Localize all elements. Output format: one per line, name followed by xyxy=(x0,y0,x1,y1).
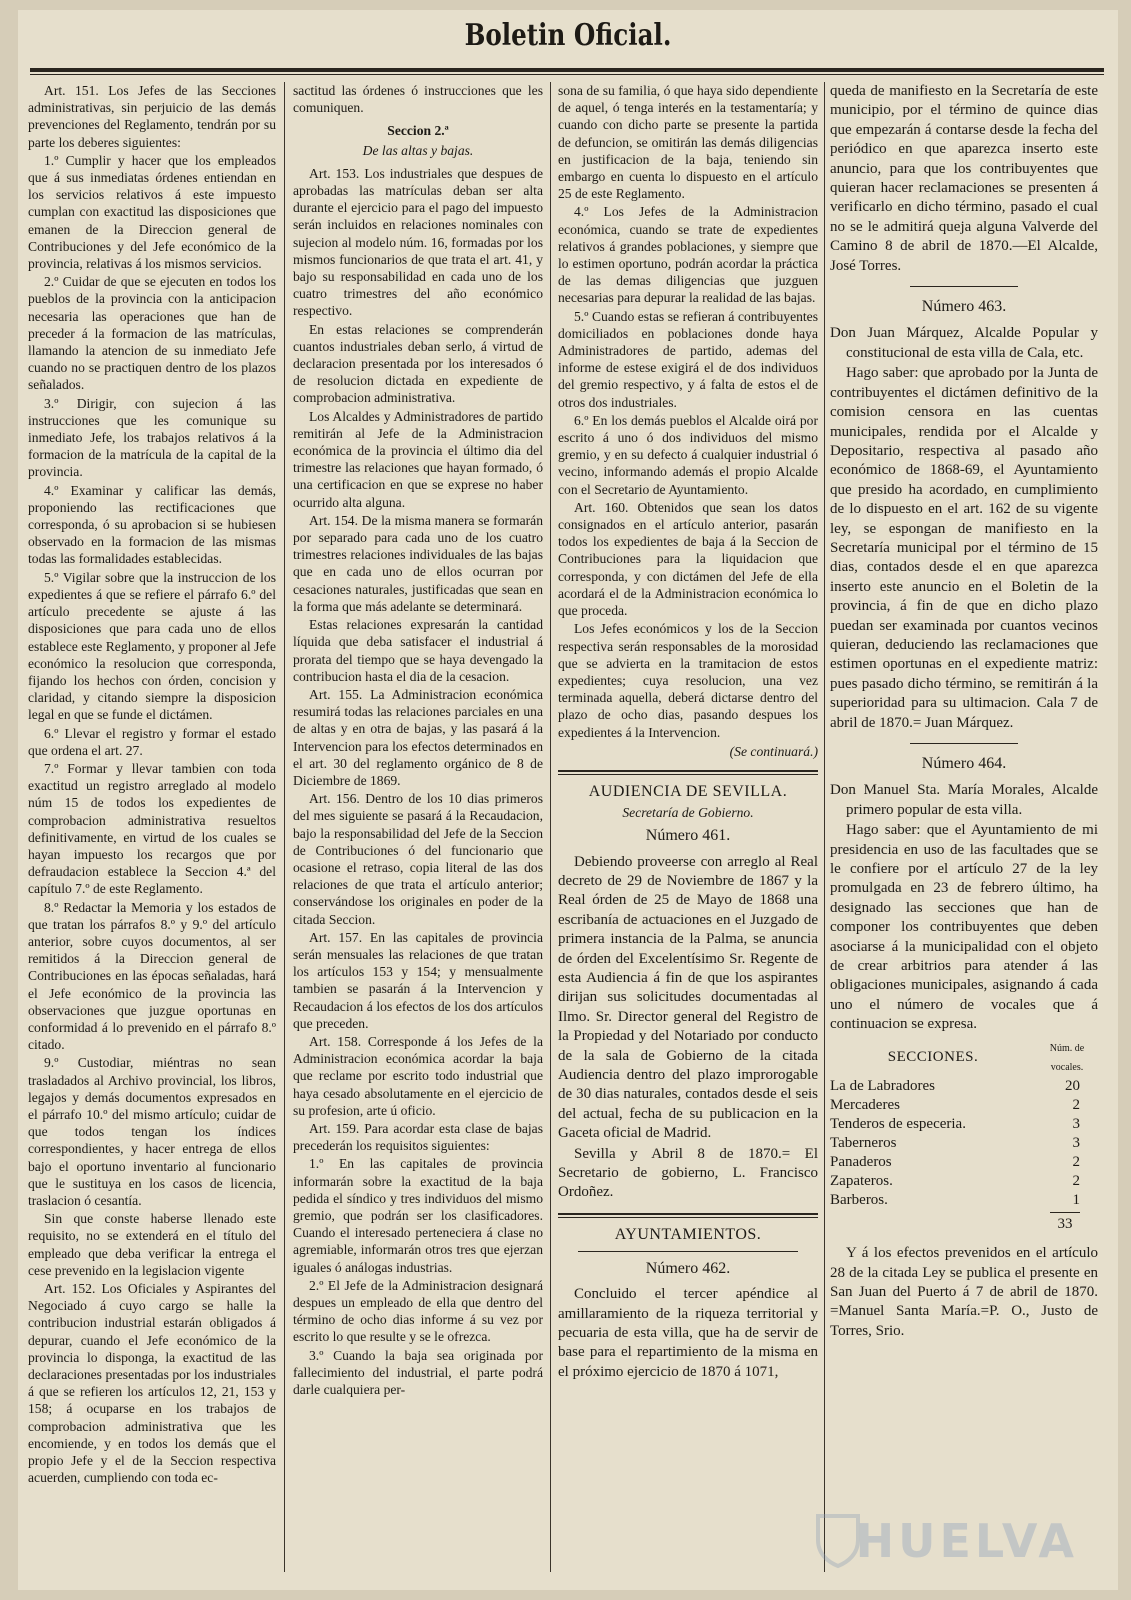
column-divider xyxy=(824,82,825,1572)
signature: Sevilla y Abril 8 de 1870.= El Secretario de gobierno, L. Francisco Ordoñez. xyxy=(558,1145,818,1201)
section-name: Tenderos de especeria. xyxy=(830,1115,966,1132)
column-divider xyxy=(550,82,551,1572)
paragraph: 2.º Cuidar de que se ejecuten en todos los pueblos de la provincia con la anticipacion necesaria las operaciones que han de preceder á la formacion de las matrículas, llamando la atencion de su inmediato Jefe cuando no se practiquen dentro de los plazos señalados. xyxy=(28,274,276,393)
paragraph: Concluido el tercer apéndice al amillaramiento de la riqueza territorial y pecuaria de esta villa, que ha de servir de base para el repartimiento de la misma en el próximo ejercicio de 1870 á 1071, xyxy=(558,1286,818,1380)
table-row xyxy=(830,1096,1098,1115)
table-total xyxy=(830,1212,1098,1234)
section-count: 2 xyxy=(1072,1096,1080,1113)
ayuntamientos-heading: AYUNTAMIENTOS. xyxy=(614,1225,762,1243)
table-row xyxy=(830,1153,1098,1172)
short-rule xyxy=(910,286,1018,287)
section-subheading: De las altas y bajas. xyxy=(362,142,474,158)
notice-number: Número 464. xyxy=(921,755,1007,772)
section-count: 1 xyxy=(1072,1191,1080,1208)
total-value: 33 xyxy=(1050,1212,1080,1234)
notice-number: Número 463. xyxy=(921,298,1007,316)
watermark: HUELVA xyxy=(855,1514,1078,1568)
section-name: La de Labradores xyxy=(830,1077,935,1094)
table-row xyxy=(830,1134,1098,1153)
paragraph: 4.º Los Jefes de la Administracion económica, cuando se trate de expedientes relativos á grandes poblaciones, y siempre que lo estimen oportuno, podrán acordar la práctica de las demas diligencias que juzguen necesarias para depurar la realidad de las bajas. xyxy=(558,204,818,306)
paragraph: Debiendo proveerse con arreglo al Real decreto de 29 de Noviembre de 1867 y la Real órden de 25 de Mayo de 1868 una escribanía de actuaciones en el Juzgado de primera instancia de la Palma, se anuncia de órden del Excelentísimo Sr. Regente de esta Audiencia á fin de que los aspirantes dirijan sus solicitudes documentadas al Ilmo. Sr. Director general del Registro de la Propiedad y del Notariado por conducto de la sala de Gobierno de la citada Audiencia dentro del plazo improrogable de 30 dias naturales, contados desde el seis del actual, fecha de su publicacion en la Gaceta oficial de Madrid. xyxy=(558,853,818,1142)
audiencia-heading: AUDIENCIA DE SEVILLA. xyxy=(588,782,788,800)
paragraph: Art. 160. Obtenidos que sean los datos consignados en el artículo anterior, pasarán todos los expedientes de baja á la Seccion de Contribuciones para la liquidacion que corresponda, y con dictámen del Jefe de ella acordará el de la Administracion económica lo que proceda. xyxy=(558,499,818,619)
paragraph: Art. 156. Dentro de los 10 dias primeros del mes siguiente se pasará á la Recaudacion, bajo la responsabilidad del Jefe de la Seccion de Contribuciones ó del funcionario que ocasione el retraso, copia literal de las dos relaciones de que trata el artículo anterior; conservándose los originales en poder de la citada Seccion. xyxy=(293,791,543,927)
paragraph: Art. 151. Los Jefes de las Secciones administrativas, sin perjuicio de las demás prevenciones del Reglamento, tendrán por su parte los deberes siguientes: xyxy=(28,83,276,150)
paragraph: 1.º Cumplir y hacer que los empleados que á sus inmediatas órdenes entiendan en los servicios relativos á este impuesto cumplan con exactitud las disposiciones que emanen de la Direccion general de Contribuciones y del Jefe económico de la provincia, relativas á los mismos servicios. xyxy=(28,152,276,272)
section-count: 2 xyxy=(1072,1153,1080,1170)
paragraph: 2.º El Jefe de la Administracion designará despues un empleado de ella que dentro del término de ocho dias informe á su vez por escrito lo que resulte y se le ofrezca. xyxy=(293,1277,543,1345)
paragraph: Y á los efectos prevenidos en el artículo 28 de la citada Ley se publica el presente en San Juan del Puerto á 7 de abril de 1870. =Manuel Santa María.=P. O., Justo de Torres, Srio. xyxy=(830,1245,1098,1339)
sections-table xyxy=(830,1039,1098,1210)
section-count: 3 xyxy=(1072,1115,1080,1132)
paragraph: 5.º Cuando estas se refieran á contribuyentes domiciliados en poblaciones donde haya Administradores de partido, ademas del informe de estese exigirá el de dos individuos del gremio respectivo, y á falta de estos el de otros dos industriales. xyxy=(558,308,818,410)
table-header-row xyxy=(830,1039,1098,1077)
masthead-title: Boletin Oficial. xyxy=(464,18,672,53)
section-count: 3 xyxy=(1072,1134,1080,1151)
paragraph: 8.º Redactar la Memoria y los estados de que tratan los párrafos 8.º y 9.º del artículo anterior, sobre cuyos documentos, al ser remitidos á la Direccion general de Contribuciones en las épocas señaladas, hará el Jefe económico de la provincia las observaciones que juzgue oportunas en conformidad á lo prevenido en el párrafo 8.º citado. xyxy=(28,899,276,1053)
paragraph: 1.º En las capitales de provincia informarán sobre la exactitud de la baja pedida el síndico y tres individuos del mismo gremio, que podrán ser los clasificadores. Cuando el interesado perteneciera á clase no agremiable, informarán otros tres que ejerzan iguales ó análogas industrias. xyxy=(293,1156,543,1275)
paragraph: Los Jefes económicos y los de la Seccion respectiva serán responsables de la morosidad que se advierta en la tramitacion de estos expedientes; cuya resolucion, una vez terminada aquella, deberá dictarse dentro del plazo de ocho dias, pasando despues los expedientes á la Intervencion. xyxy=(558,621,818,740)
newspaper-page xyxy=(18,10,1118,1590)
paragraph: Art. 159. Para acordar esta clase de bajas precederán los requisitos siguientes: xyxy=(293,1120,543,1154)
paragraph: sona de su familia, ó que haya sido dependiente de aquel, ó tenga interés en la testamentaría; y cuando con dicho parte se presente la partida de defuncion, se omitirán las demás diligencias en justificacion de la baja, teniendo sin embargo en cuenta lo dispuesto en el artículo 25 de este Reglamento. xyxy=(558,83,818,202)
notice-number: Número 461. xyxy=(645,827,731,845)
notice-number: Número 462. xyxy=(645,1260,731,1278)
paragraph: Los Alcaldes y Administradores de partido remitirán al Jefe de la Administracion económica de la provincia el último dia del trimestre las relaciones que hayan formado, ó una certificacion en que se exprese no haber ocurrido alta alguna. xyxy=(293,408,543,510)
section-count: 20 xyxy=(1065,1077,1080,1094)
notice-heading: Don Manuel Sta. María Morales, Alcalde primero popular de esta villa. xyxy=(830,782,1098,818)
paragraph: Hago saber: que aprobado por la Junta de contribuyentes el dictámen definitivo de la comision censora en las cuentas municipales, rendida por el Alcalde y Depositario, respectiva al pasado año económico de 1868-69, el Ayuntamiento que presido ha acordado, en cumplimiento de lo dispuesto en el art. 162 de su vigente ley, se espongan de manifiesto en la Secretaría municipal por el término de 15 dias, contados desde el en que aparezca inserto este anuncio en el Boletin de la provincia, á fin de que en dicho plazo puedan ser examinada por cuantos vecinos quieran, deduciendo las reclamaciones que estimen oportunas en el expediente matriz: pues pasado dicho término, se remitirán á la superioridad para su ultimacion. Cala 7 de abril de 1870.= Juan Márquez. xyxy=(830,365,1098,731)
table-row xyxy=(830,1172,1098,1191)
paragraph: 6.º Llevar el registro y formar el estado que ordena el art. 27. xyxy=(28,725,276,758)
table-header: SECCIONES. xyxy=(887,1049,979,1066)
paragraph: En estas relaciones se comprenderán cuantos industriales deban serlo, á virtud de declaracion presentada por los interesados ó de resolucion dictada en expediente de comprobacion administrativa. xyxy=(293,321,543,406)
table-header: Núm. de vocales. xyxy=(1049,1042,1085,1073)
section-name: Barberos. xyxy=(830,1191,888,1208)
table-row xyxy=(830,1077,1098,1096)
paragraph: Art. 157. En las capitales de provincia serán mensuales las relaciones de que tratan los artículos 153 y 154; y mensualmente tambien se pasarán á la Intervencion y Recaudacion á los efectos de los dos artículos que preceden. xyxy=(293,929,543,1031)
column-1 xyxy=(28,82,276,1572)
section-name: Zapateros. xyxy=(830,1172,893,1189)
paragraph: Hago saber: que el Ayuntamiento de mi presidencia en uso de las facultades que se le confiere por el artículo 27 de la ley promulgada en 23 de febrero último, ha designado las secciones que han de componer los contribuyentes que deben asociarse á la municipalidad con el objeto de crear arbitrios para atender á las obligaciones municipales, asignando á cada uno el número de vocales que á continuacion se expresa. xyxy=(830,822,1098,1033)
column-4 xyxy=(830,82,1098,1572)
section-rule xyxy=(558,1213,818,1218)
table-row xyxy=(830,1115,1098,1134)
short-rule xyxy=(578,1251,798,1252)
paragraph: 3.º Dirigir, con sujecion á las instrucciones que les comunique su inmediato Jefe, los trabajos relativos á la formacion de la matrícula de la capital de la provincia. xyxy=(28,395,276,480)
column-divider xyxy=(284,82,285,1572)
paragraph: 4.º Examinar y calificar las demás, proponiendo las rectificaciones que corresponda, ó su aprobacion si se hubiesen observado en la formacion de las mismas todas las formalidades establecidas. xyxy=(28,482,276,567)
paragraph: 6.º En los demás pueblos el Alcalde oirá por escrito á uno ó dos individuos del mismo gremio, y en su defecto á cualquier industrial ó vecino, informando además el propio Alcalde con el Secretario de Ayuntamiento. xyxy=(558,412,818,497)
column-2 xyxy=(293,82,543,1572)
top-rule xyxy=(30,68,1104,75)
paragraph: sactitud las órdenes ó instrucciones que les comuniquen. xyxy=(293,83,543,116)
column-3 xyxy=(558,82,818,1572)
paragraph: Estas relaciones expresarán la cantidad líquida que deba satisfacer el industrial á prorata del tiempo que se haya devengado la contribucion hasta el dia de la cesacion. xyxy=(293,617,543,684)
section-count: 2 xyxy=(1072,1172,1080,1189)
paragraph: Art. 153. Los industriales que despues de aprobadas las matrículas deban ser alta durante el ejercicio para el pago del impuesto serán incluidos en relaciones nominales con sujecion al modelo núm. 16, formadas por los mismos funcionarios de que trata el art. 41, y bajo su responsabilidad en cada uno de los cuatro trimestres del año económico respectivo. xyxy=(293,165,543,319)
section-name: Mercaderes xyxy=(830,1096,900,1113)
continued-note: (Se continuará.) xyxy=(729,743,818,759)
paragraph: queda de manifiesto en la Secretaría de este municipio, por el término de quince dias que empezarán á contarse desde la fecha del periódico en que aparezca inserto este anuncio, para que los contribuyentes que quieran hacer reclamaciones se presenten á verificarlo en dicho término, pasado el cual no se le admitirá queja alguna Valverde del Camino 8 de abril de 1870.—El Alcalde, José Torres. xyxy=(830,83,1098,274)
paragraph: Art. 152. Los Oficiales y Aspirantes del Negociado á cuyo cargo se halle la contribucion industrial estarán obligados á depurar, cuando el Jefe económico de la provincia lo disponga, la exactitud de las declaraciones presentadas por los industriales á que se refieren los artículos 12, 21, 153 y 158; á ocuparse en los trabajos de comprobacion administrativa que les encomiende, y en todos los demás que el propio Jefe y el de la Seccion respectiva acuerden, cumpliendo con toda ec- xyxy=(28,1281,276,1486)
paragraph: 3.º Cuando la baja sea originada por fallecimiento del industrial, el parte podrá darle cualquiera per- xyxy=(293,1347,543,1398)
secretaria-subheading: Secretaría de Gobierno. xyxy=(622,805,754,821)
section-heading: Seccion 2.ª xyxy=(387,123,449,139)
paragraph: Sin que conste haberse llenado este requisito, no se extenderá en el título del empleado que deba verificar la entrega el cese prevenido en la legislacion vigente xyxy=(28,1211,276,1278)
paragraph: Art. 154. De la misma manera se formarán por separado para cada uno de los cuatro trimestres relaciones individuales de las bajas que en cada uno de ellos ocurran por cesaciones naturales, justificadas que sean en la forma que más adelante se determinará. xyxy=(293,512,543,614)
paragraph: Art. 155. La Administracion económica resumirá todas las relaciones parciales en una de altas y en otra de bajas, y las pasará á la Intervencion para los efectos determinados en el art. 30 del reglamento orgánico de 8 de Diciembre de 1869. xyxy=(293,686,543,788)
notice-heading: Don Juan Márquez, Alcalde Popular y constitucional de esta villa de Cala, etc. xyxy=(830,325,1098,361)
paragraph: 9.º Custodiar, miéntras no sean trasladados al Archivo provincial, los libros, legajos y demás documentos expresados en el párrafo 10.º del mismo artículo; cuidar de que todos tengan los índices correspondientes, y hacer entrega de ellos bajo el oportuno inventario al funcionario que le sustituya en los casos de licencia, traslacion ó cesantía. xyxy=(28,1055,276,1208)
paragraph: 7.º Formar y llevar tambien con toda exactitud un registro arreglado al modelo núm 15 de todos los expedientes de comprobacion administrativa resueltos definitivamente, en virtud de los cuales se hayan impuesto los recargos que por defraudacion establece la Seccion 4.ª del capítulo 7.º de este Reglamento. xyxy=(28,760,276,897)
section-name: Taberneros xyxy=(830,1134,897,1151)
paragraph: 5.º Vigilar sobre que la instruccion de los expedientes á que se refiere el párrafo 6.º del artículo precedente se ajuste á las disposiciones que para cada uno de ellos establece este Reglamento, y proponer al Jefe económico la resolucion que corresponda, fijando los hechos con órden, concision y claridad, y citando siempre la disposicion legal en que se funde el dictámen. xyxy=(28,569,276,723)
table-row xyxy=(830,1191,1098,1210)
paragraph: Art. 158. Corresponde á los Jefes de la Administracion económica acordar la baja que reclame por escrito todo industrial que haya cesado absolutamente en el ejercicio de su profesion, arte ú oficio. xyxy=(293,1033,543,1118)
section-name: Panaderos xyxy=(830,1153,892,1170)
section-rule xyxy=(558,770,818,775)
short-rule xyxy=(910,743,1018,744)
